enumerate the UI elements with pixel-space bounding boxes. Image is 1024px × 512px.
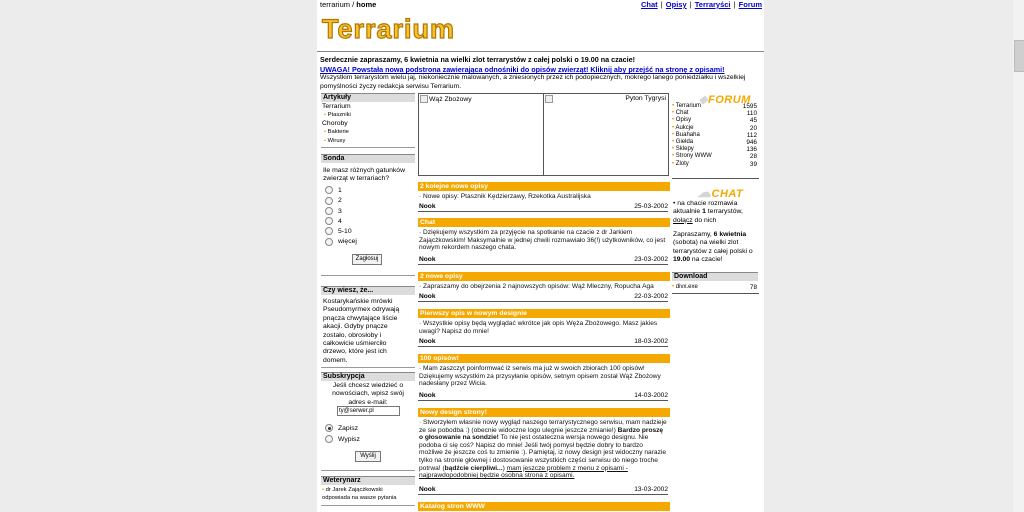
- broken-image-icon: [420, 95, 428, 103]
- news-body: · Mam zaszczyt poinformwać iż serwis ma już w swoich zbiorach 100 opisów! Dziękujemy wszystkim za przysyłanie opisów, setnym opisem został Wąż Zbożowy nadesłany przez Wicia.: [419, 365, 661, 388]
- news-footer: [418, 485, 668, 495]
- article-ptaszniki[interactable]: • Ptaszniki: [324, 112, 351, 119]
- nav-link-opisy[interactable]: Opisy: [665, 0, 687, 9]
- subscription-heading: Subskrypcja: [321, 372, 415, 381]
- forum-category-label: Sklepy: [675, 146, 694, 153]
- forum-category-terrarium[interactable]: [672, 103, 759, 110]
- forum-divider: [672, 178, 759, 179]
- bullet-icon: •: [672, 153, 676, 160]
- news-title: Nowy design strony!: [418, 408, 670, 417]
- forum-post-count: 28: [749, 153, 757, 161]
- breadcrumb-separator: /: [350, 0, 357, 9]
- forum-category-label: Opisy: [675, 117, 692, 124]
- news-title: 2 kolejne nowe opisy: [418, 182, 670, 191]
- news-date: 25-03-2002: [634, 203, 668, 210]
- did-you-know-text: Kostarykańskie mrówki Pseudomyrmex odrywają pnącza chwytające liście akacji. Gdyby pnącze zostało, obrosłoby i całkowicie uśmierciło drzewo, które jest ich domem.: [323, 298, 400, 364]
- forum-category-label: Giełda: [675, 138, 694, 145]
- bullet-icon: •: [672, 124, 676, 131]
- forum-logo[interactable]: ◆FORUM: [699, 94, 751, 106]
- image-pyton-tygrysi[interactable]: [543, 93, 669, 176]
- forum-category-label: Buahaha: [675, 131, 700, 138]
- subscription-text: Jeśli chcesz wiedzieć o nowościach, wpisz swój adres e-mail:: [332, 382, 404, 406]
- forum-post-count: 1595: [742, 103, 757, 110]
- poll-options: [325, 186, 357, 248]
- email-input[interactable]: ty@serwer.pl: [337, 406, 400, 416]
- broken-image-icon: [545, 95, 553, 103]
- news-emphasis: Bardzo proszę o głosowanie na sondzie!: [419, 426, 664, 442]
- bullet-icon: •: [672, 131, 676, 138]
- scrollbar-thumb[interactable]: [1014, 40, 1024, 72]
- header-divider: [317, 51, 764, 52]
- forum-post-count: 946: [746, 138, 757, 146]
- article-wirusy[interactable]: • Wirusy: [324, 137, 346, 144]
- breadcrumb-current: home: [356, 0, 377, 9]
- forum-category-giełda[interactable]: [672, 139, 759, 146]
- bullet-icon: •: [672, 138, 676, 145]
- send-button[interactable]: Wyślij: [355, 451, 381, 462]
- easter-wishes-text: Wszystkim terrarystom wielu jaj, niekoniecznie malowanych, a zniesionych przez ich podopiecznych, mokrego lanego poniedziałku i wszelkiej pomyślności życzy redakcja serwisu Terrarium.: [320, 74, 746, 90]
- forum-post-count: 110: [746, 110, 757, 118]
- forum-category-aukcje[interactable]: [672, 125, 759, 132]
- forum-category-label: Chat: [675, 110, 689, 117]
- forum-category-strony-www[interactable]: [672, 153, 759, 160]
- subscription-options: [325, 424, 360, 445]
- forum-category-label: Zloty: [675, 160, 689, 167]
- sidebar-divider: [321, 470, 415, 471]
- download-list: [672, 284, 759, 291]
- news-body: · Zapraszamy do obejrzenia 2 najnowszych opisów: Wąż Mleczny, Ropucha Aga: [419, 283, 654, 290]
- did-you-know-heading: Czy wiesz, że...: [321, 286, 415, 295]
- poll-question: Ile masz różnych gatunków zwierząt w terrariach?: [323, 167, 405, 183]
- news-body: · Nowe opisy: Ptasznik Kędzierzawy, Rzekotka Australijska: [419, 193, 591, 200]
- welcome-message: Serdecznie zapraszamy, 6 kwietnia na wielki zlot terrarystów z całej polski o 19.00 na czacie!: [320, 55, 636, 64]
- sidebar-divider: [321, 275, 415, 276]
- nav-link-chat[interactable]: Chat: [640, 0, 658, 9]
- forum-post-count: 112: [746, 131, 757, 139]
- poll-option-wiecej[interactable]: więcej: [325, 237, 357, 247]
- news-title: Pierwszy opis w nowym designie: [418, 309, 670, 318]
- forum-category-label: Terrarium: [675, 103, 702, 109]
- poll-option-1[interactable]: 1: [325, 186, 357, 196]
- nav-link-terrarysci[interactable]: Terraryści: [694, 0, 731, 9]
- news-body: · Stworzyłem własnie nowy wygląd naszego terrarystycznego serwisu, mam nadzieje ze sie pobodba :) (obecnie widoczne logo ulegnie jeszcze zmianie!) Bardzo proszę o głosowanie na sondzie! To nie jest ostateczna wersja nowego designu. Nie podoba ci się coś? Napisz do mnie! Jeśli twój pomysł będzie dobry to bardzo możliwe że jeszcze coś tu zmienie :). Pamiętaj, iz nowy design jest widoczny narazie tylko na stronie głównej i dostosowanie wszystkich części serwisu do niego troche potrwa! (bądźcie cierpliwi...) mam jeszcze problem z menu z opisami - najprawdopodobniej będzie osobna strona z opisami.: [419, 419, 667, 480]
- sidebar-divider: [321, 367, 415, 368]
- poll-option-3[interactable]: 3: [325, 207, 357, 217]
- nav-separator: |: [733, 0, 736, 9]
- news-body: · Dziękujemy wszystkim za przyjęcie na spotkanie na czacie z dr Jarkiem Zającżkowskim! Maksymalnie w jednej chwili rozmawiało 36(!) użytkowników, co jest nowym rekordem naszego chata.: [419, 229, 666, 252]
- news-date: 23-03-2002: [634, 256, 668, 263]
- bullet-icon: •: [672, 103, 676, 109]
- nav-separator: |: [660, 0, 663, 9]
- articles-list: [322, 103, 351, 145]
- bullet-icon: •: [672, 160, 676, 167]
- forum-category-sklepy[interactable]: [672, 146, 759, 153]
- download-item[interactable]: • divx.exe 78: [672, 284, 757, 291]
- svg-text:Terrarium: Terrarium: [322, 14, 456, 43]
- news-footer: [418, 391, 668, 401]
- page-content: [317, 0, 764, 512]
- new-page-notice-link[interactable]: UWAGA! Powstała nowa podstrona zawierająca odnośniki do opisów zwierząt! Kliknij aby przejść na stronę z opisami!: [320, 65, 725, 74]
- chat-logo[interactable]: ☁CHAT: [697, 184, 744, 200]
- news-body: · Wszystkie opisy będą wyglądać wkrótce jak opis Węża Zbożowego. Masz jakies uwagi? Napisz do mnie!: [419, 320, 658, 335]
- nav-link-forum[interactable]: Forum: [738, 0, 762, 9]
- news-footer: [418, 255, 668, 265]
- news-title: 2 nowe opisy: [418, 272, 670, 281]
- vet-link[interactable]: • dr Jarek Zającżkowski odpowiada na wasze pytania: [322, 487, 397, 501]
- poll-option-5-10[interactable]: 5-10: [325, 227, 357, 237]
- news-inline-link[interactable]: mam jeszcze problem z menu z opisami - najprawdopodobniej będzie osobna strona z opisami.: [419, 464, 628, 480]
- bullet-icon: •: [672, 110, 676, 117]
- news-title: Chat: [418, 218, 670, 227]
- news-author: Nook: [419, 293, 436, 300]
- sidebar-divider: [321, 505, 415, 506]
- news-date: 22-03-2002: [634, 293, 668, 300]
- news-emphasis: bądźcie cierpliwi...: [444, 464, 503, 472]
- forum-category-buahaha[interactable]: [672, 132, 759, 139]
- articles-heading: Artykuły: [321, 93, 415, 102]
- forum-category-label: Aukcje: [675, 124, 694, 131]
- forum-post-count: 45: [749, 117, 757, 125]
- forum-post-count: 136: [746, 146, 757, 154]
- chat-user-count: 1: [702, 208, 706, 216]
- news-author: Nook: [419, 486, 436, 493]
- breadcrumb-site[interactable]: terrarium: [320, 0, 351, 9]
- news-date: 18-03-2002: [634, 338, 668, 345]
- image-alt-text: Pyton Tygrysi: [625, 95, 666, 102]
- page-background-left: [0, 0, 317, 512]
- forum-stats: [672, 103, 759, 168]
- news-footer: [418, 292, 668, 302]
- forum-category-label: Strony WWW: [675, 153, 712, 160]
- bullet-icon: •: [672, 117, 676, 124]
- news-author: Nook: [419, 256, 436, 263]
- forum-category-zloty[interactable]: [672, 161, 759, 168]
- scrollbar[interactable]: [1013, 0, 1024, 512]
- page-background-right: [764, 0, 1024, 512]
- article-bakterie[interactable]: • Bakterie: [324, 129, 349, 136]
- news-author: Nook: [419, 338, 436, 345]
- poll-option-2[interactable]: 2: [325, 196, 357, 206]
- chat-status: • na chacie rozmawia aktualnie 1 terrarystów, dołącz do nich: [673, 200, 743, 224]
- download-divider: [672, 293, 759, 294]
- news-footer: [418, 337, 668, 347]
- news-author: Nook: [419, 203, 436, 210]
- news-title: Katalog stron WWW: [418, 502, 670, 511]
- image-waz-zbozowy[interactable]: [418, 93, 544, 176]
- poll-heading: Sonda: [321, 154, 415, 163]
- vote-button[interactable]: Zagłosuj: [352, 254, 382, 265]
- article-choroby[interactable]: Choroby: [322, 119, 348, 127]
- chat-invitation: Zapraszamy, 6 kwietnia (sobota) na wielki zlot terrarystów z całej polski o 19.00 na czacie!: [673, 231, 753, 264]
- site-logo[interactable]: [320, 13, 480, 43]
- top-nav: [641, 0, 762, 9]
- poll-option-4[interactable]: 4: [325, 217, 357, 227]
- forum-category-opisy[interactable]: [672, 117, 759, 124]
- news-title: 100 opisów!: [418, 354, 670, 363]
- image-alt-text: Wąż Zbożowy: [429, 95, 472, 103]
- chat-join-link[interactable]: dołącz: [673, 216, 693, 224]
- forum-post-count: 20: [749, 124, 757, 132]
- forum-post-count: 39: [749, 160, 757, 168]
- article-terrarium[interactable]: Terrarium: [322, 103, 351, 110]
- nav-separator: |: [689, 0, 692, 9]
- forum-category-chat[interactable]: [672, 110, 759, 117]
- news-date: 14-03-2002: [634, 392, 668, 399]
- breadcrumb: [320, 0, 376, 9]
- download-heading: Download: [672, 272, 758, 281]
- news-date: 13-03-2002: [634, 486, 668, 493]
- vet-heading: Weterynarz: [321, 476, 415, 485]
- bullet-icon: •: [672, 146, 676, 153]
- sidebar-divider: [321, 147, 415, 148]
- news-footer: [418, 202, 668, 212]
- subscribe-radio[interactable]: Zapisz: [325, 424, 360, 435]
- unsubscribe-radio[interactable]: Wypisz: [325, 435, 360, 446]
- news-author: Nook: [419, 392, 436, 399]
